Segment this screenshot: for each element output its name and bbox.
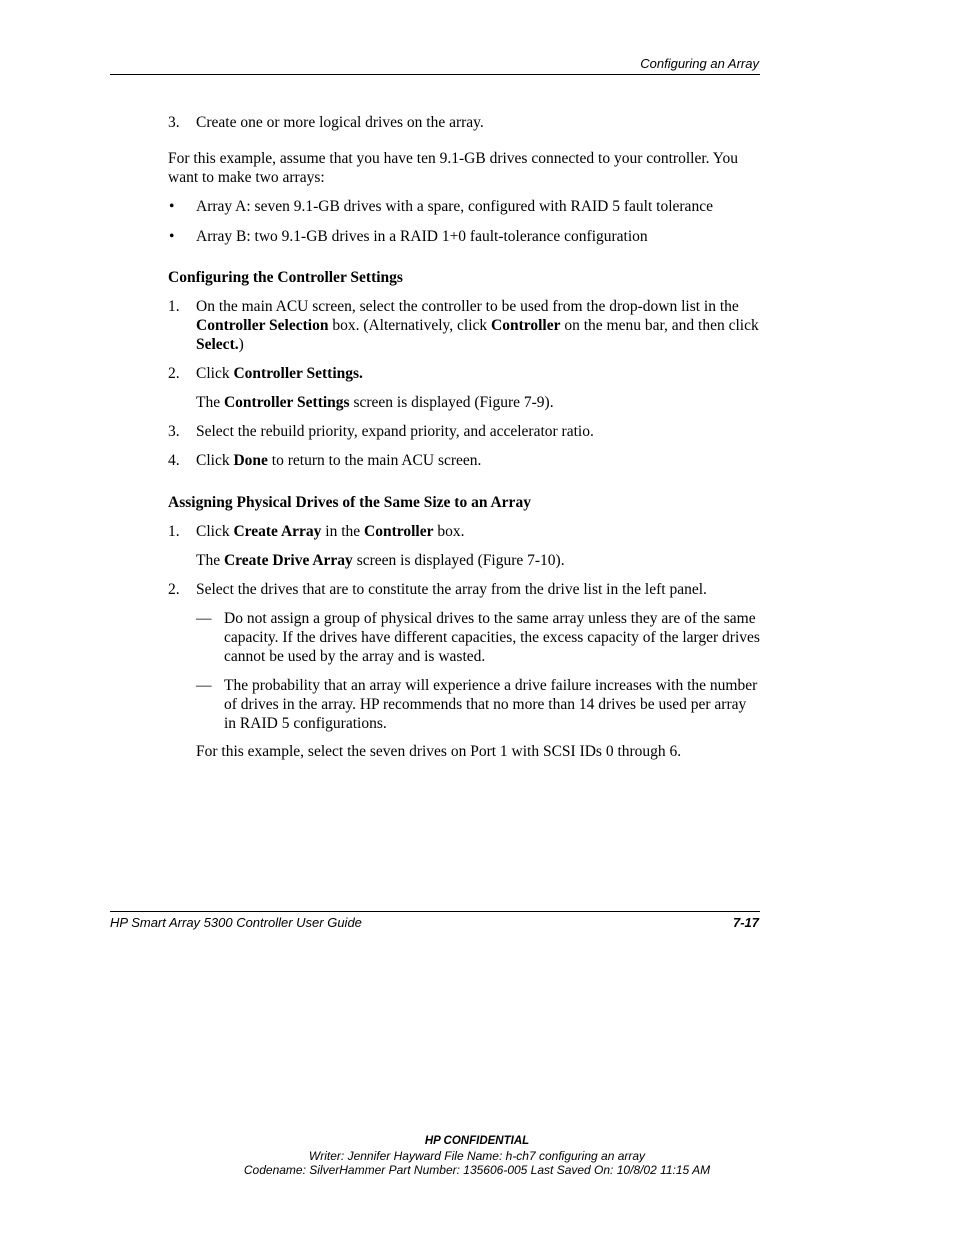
ui-term-controller-box: Controller [364,523,434,540]
footer-page-number: 7-17 [732,915,759,930]
step-note-controller-settings: The Controller Settings screen is displayed (Figure 7-9). [196,394,554,411]
confidential-codename-line: Codename: SilverHammer Part Number: 135606-005 Last Saved On: 10/8/02 11:15 AM [243,1163,711,1177]
step-create-logical-drives [168,113,760,132]
sub-item-same-capacity [168,609,760,666]
step-note-create-drive-array: The Create Drive Array screen is displayed (Figure 7-10). [196,552,565,569]
sub-item-text: The probability that an array will experience a drive failure increases with the number of drives in the array. HP recommends that no more than 14 drives be used per array in RAID 5 configurations. [224,677,758,732]
sub-item-text: Do not assign a group of physical drives to the same array unless they are of the same capacity. If the drives have different capacities, the excess capacity of the larger drives cannot be used by the array and is wasted. [224,610,760,665]
step-text: Click Create Array in the Controller box. [196,523,465,540]
ui-term-create-drive-array: Create Drive Array [223,552,353,569]
section-heading-assign-drives: Assigning Physical Drives of the Same Size to an Array [168,494,531,511]
ui-term-controller-settings: Controller Settings. [233,365,363,382]
bullet-text: Array A: seven 9.1-GB drives with a spare, configured with RAID 5 fault tolerance [196,198,713,215]
step-text: On the main ACU screen, select the controller to be used from the drop-down list in the Controller Selection box. (Alternatively, click Controller on the menu bar, and then click Select.) [196,298,759,353]
ui-term-select: Select. [196,336,239,353]
step-select-controller [168,297,760,354]
ui-term-controller-selection: Controller Selection [196,317,329,334]
step-select-priorities [168,422,760,441]
running-header: Configuring an Array [640,56,759,71]
step-number: 2. [168,365,180,382]
step-text: Select the drives that are to constitute the array from the drive list in the left panel. [196,581,707,598]
step-click-create-array [168,522,760,541]
header-rule [110,74,760,75]
step-text: Create one or more logical drives on the array. [196,114,484,131]
intro-paragraph: For this example, assume that you have ten 9.1-GB drives connected to your controller. You want to make two arrays: [168,150,738,186]
footer-guide-title: HP Smart Array 5300 Controller User Guide [110,915,362,930]
ui-term-controller: Controller [491,317,561,334]
step-click-done [168,451,760,470]
step-number: 1. [168,298,180,315]
step-number: 3. [168,114,180,131]
dash-marker: — [196,677,212,694]
ui-term-create-array: Create Array [233,523,322,540]
sub-item-failure-probability [168,676,760,733]
bullet-icon: • [169,228,175,245]
confidential-writer-line: Writer: Jennifer Hayward File Name: h-ch7 configuring an array [308,1149,646,1163]
bullet-item-array-a [168,197,760,216]
step-number: 4. [168,452,180,469]
closing-paragraph: For this example, select the seven drives on Port 1 with SCSI IDs 0 through 6. [196,743,682,760]
footer-rule [110,911,760,912]
ui-term-done: Done [233,452,268,469]
step-text: Click Done to return to the main ACU screen. [196,452,482,469]
step-number: 2. [168,581,180,598]
step-click-controller-settings [168,364,760,383]
step-text: Select the rebuild priority, expand priority, and accelerator ratio. [196,423,594,440]
step-number: 3. [168,423,180,440]
bullet-icon: • [169,198,175,215]
section-heading-controller-settings: Configuring the Controller Settings [168,269,403,286]
bullet-item-array-b [168,227,760,246]
step-text: Click Controller Settings. [196,365,363,382]
bullet-text: Array B: two 9.1-GB drives in a RAID 1+0 fault-tolerance configuration [196,228,648,245]
ui-term-controller-settings-screen: Controller Settings [223,394,350,411]
page-content [168,113,760,761]
dash-marker: — [196,610,212,627]
step-select-drives [168,580,760,599]
confidential-title: HP CONFIDENTIAL [424,1135,530,1147]
step-number: 1. [168,523,180,540]
